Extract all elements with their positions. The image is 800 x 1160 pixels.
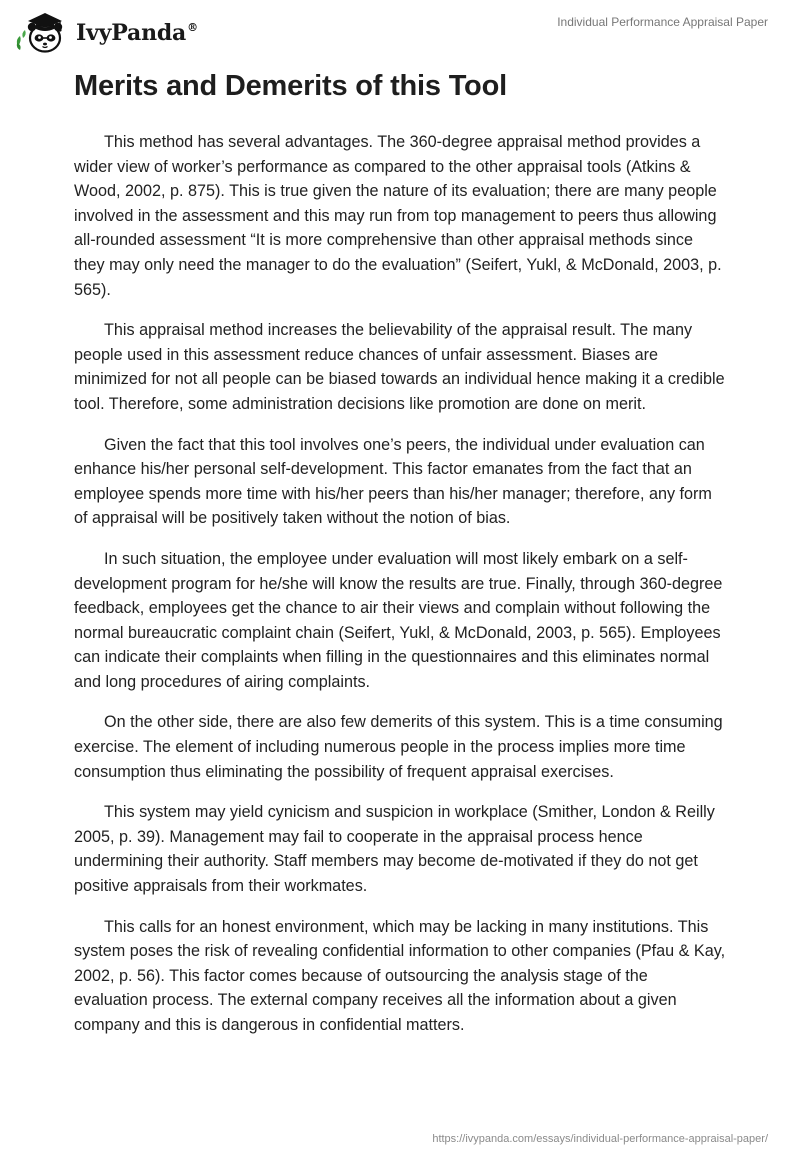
paragraph: Given the fact that this tool involves one’s peers, the individual under evaluation can enhance his/her personal self-development. This factor emanates from the fact that an employee spends more time with his/her peers than his/her manager; therefore, any form of appraisal will be positively taken without the notion of bias. xyxy=(74,435,712,528)
page-header xyxy=(0,0,800,64)
paragraph: On the other side, there are also few demerits of this system. This is a time consuming exercise. The element of including numerous people in the process implies more time consumption thus eliminating the possibility of frequent appraisal exercises. xyxy=(74,713,723,781)
source-url-link[interactable]: https://ivypanda.com/essays/individual-performance-appraisal-paper/ xyxy=(432,1133,768,1145)
paragraph: This system may yield cynicism and suspicion in workplace (Smither, London & Reilly 2005, p. 39). Management may fail to cooperate in the appraisal process hence undermining their authority. Staff members may become de-motivated if they do not get positive appraisals from their workmates. xyxy=(74,803,715,896)
brand-name-text: IvyPanda xyxy=(76,20,187,46)
section-heading: Merits and Demerits of this Tool xyxy=(74,70,507,102)
article-body xyxy=(74,130,726,1054)
ivypanda-logo[interactable] xyxy=(14,10,198,56)
paragraph: This method has several advantages. The 360-degree appraisal method provides a wider view of worker’s performance as compared to the other appraisal tools (Atkins & Wood, 2002, p. 875). This is true given the nature of its evaluation; there are many people involved in the assessment and this may run from top management to peers thus allowing all-rounded assessment “It is more comprehensive than other appraisal methods since they may only need the manager to do the evaluation” (Seifert, Yukl, & McDonald, 2003, p. 565). xyxy=(74,133,722,299)
document-title: Individual Performance Appraisal Paper xyxy=(557,15,768,29)
paragraph: In such situation, the employee under evaluation will most likely embark on a self-development program for he/she will know the results are true. Finally, through 360-degree feedback, employees get the chance to air their views and complain without following the normal bureaucratic complaint chain (Seifert, Yukl, & McDonald, 2003, p. 565). Employees can indicate their complaints when filling in the questionnaires and this eliminates normal and long procedures of airing complaints. xyxy=(74,549,723,691)
paragraph: This calls for an honest environment, which may be lacking in many institutions. This system poses the risk of revealing confidential information to other companies (Pfau & Kay, 2002, p. 56). This factor comes because of outsourcing the analysis stage of the evaluation process. The external company receives all the information about a given company and this is dangerous in confidential matters. xyxy=(74,917,726,1034)
panda-graduation-cap-icon xyxy=(14,10,72,56)
paragraph: This appraisal method increases the believability of the appraisal result. The many people used in this assessment reduce chances of unfair assessment. Biases are minimized for not all people can be biased towards an individual hence making it a credible tool. Therefore, some administration decisions like promotion are done on merit. xyxy=(74,321,725,413)
registered-mark: ® xyxy=(187,21,198,34)
brand-name xyxy=(76,20,198,46)
